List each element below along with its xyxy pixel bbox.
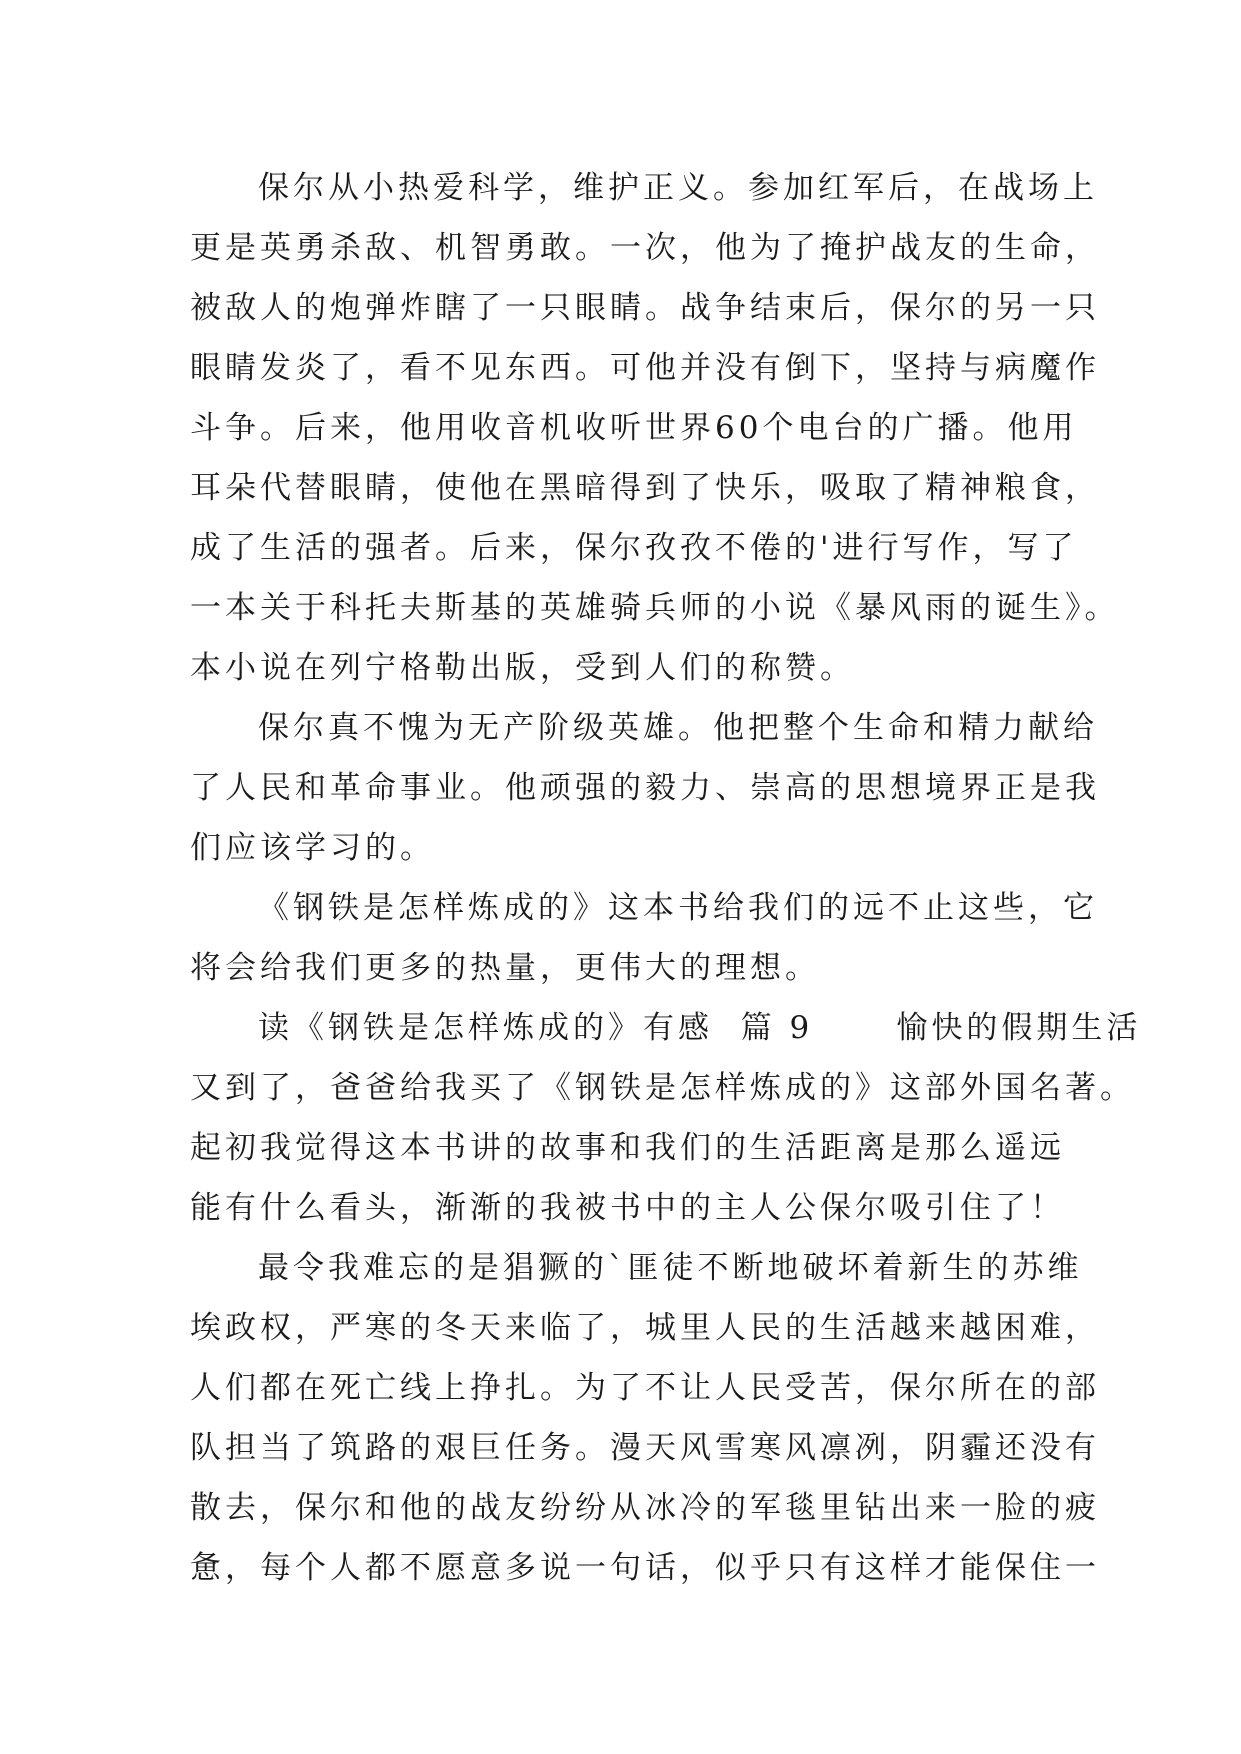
- text-line: 又到了，爸爸给我买了《钢铁是怎样炼成的》这部外国名著。: [190, 1070, 1135, 1106]
- text-line: 将会给我们更多的热量，更伟大的理想。: [190, 950, 820, 986]
- text-line: 《钢铁是怎样炼成的》这本书给我们的远不止这些，它: [258, 890, 1098, 926]
- text-line: 一本关于科托夫斯基的英雄骑兵师的小说《暴风雨的诞生》。: [190, 590, 1120, 626]
- text-line: 队担当了筑路的艰巨任务。漫天风雪寒风凛冽，阴霾还没有: [190, 1430, 1100, 1466]
- text-line: 散去，保尔和他的战友纷纷从冰冷的军毯里钻出来一脸的疲: [190, 1490, 1100, 1526]
- text-line: 最令我难忘的是猖獗的`匪徒不断地破坏着新生的苏维: [258, 1250, 1083, 1286]
- text-line: 们应该学习的。: [190, 830, 435, 866]
- text-line: 惫，每个人都不愿意多说一句话，似乎只有这样才能保住一: [190, 1550, 1100, 1586]
- text-line: 了人民和革命事业。他顽强的毅力、崇高的思想境界正是我: [190, 770, 1100, 806]
- text-line: 人们都在死亡线上挣扎。为了不让人民受苦，保尔所在的部: [190, 1370, 1100, 1406]
- text-line: 被敌人的炮弹炸瞎了一只眼睛。战争结束后，保尔的另一只: [190, 290, 1100, 326]
- text-line: 起初我觉得这本书讲的故事和我们的生活距离是那么遥远: [190, 1130, 1065, 1166]
- text-line: 眼睛发炎了，看不见东西。可他并没有倒下，坚持与病魔作: [190, 350, 1100, 386]
- text-line: 埃政权，严寒的冬天来临了，城里人民的生活越来越困难，: [190, 1310, 1100, 1346]
- text-line: 保尔从小热爱科学，维护正义。参加红军后，在战场上: [258, 170, 1098, 206]
- text-line: 成了生活的强者。后来，保尔孜孜不倦的'进行写作，写了: [190, 530, 1078, 566]
- text-line: 能有什么看头，渐渐的我被书中的主人公保尔吸引住了！: [190, 1190, 1065, 1226]
- text-line: 本小说在列宁格勒出版，受到人们的称赞。: [190, 650, 855, 686]
- text-line: 耳朵代替眼睛，使他在黑暗得到了快乐，吸取了精神粮食，: [190, 470, 1100, 506]
- text-line: 读《钢铁是怎样炼成的》有感 篇 9 愉快的假期生活: [258, 1010, 1142, 1046]
- text-line: 斗争。后来，他用收音机收听世界60个电台的广播。他用: [190, 410, 1078, 446]
- text-line: 更是英勇杀敌、机智勇敢。一次，他为了掩护战友的生命，: [190, 230, 1100, 266]
- text-line: 保尔真不愧为无产阶级英雄。他把整个生命和精力献给: [258, 710, 1098, 746]
